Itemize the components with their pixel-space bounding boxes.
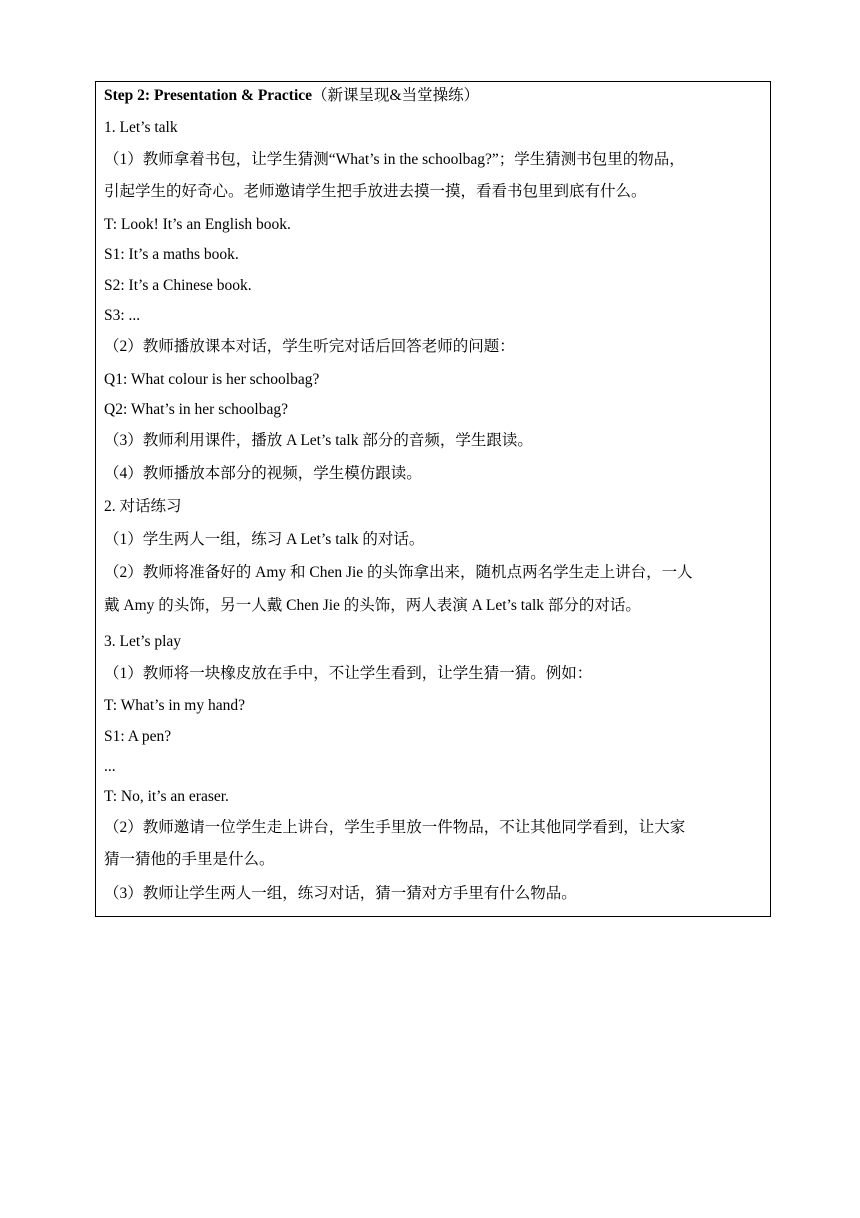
section-title-lets-play: 3. Let’s play — [104, 633, 182, 650]
text-line: （2）教师播放课本对话，学生听完对话后回答老师的问题： — [104, 338, 515, 355]
step-heading-bold: Step 2: Presentation & Practice — [104, 87, 313, 104]
section-title-dialogue-practice: 2. 对话练习 — [104, 498, 182, 515]
dialogue-line: T: What’s in my hand? — [104, 697, 245, 714]
dialogue-line: S3: ... — [104, 307, 141, 324]
text-line: （2）教师邀请一位学生走上讲台，学生手里放一件物品，不让其他同学看到，让大家 — [104, 819, 686, 836]
text-line: （1）教师将一块橡皮放在手中，不让学生看到，让学生猜一猜。例如： — [104, 665, 593, 682]
dialogue-line: ... — [104, 758, 116, 775]
question-line: Q1: What colour is her schoolbag? — [104, 371, 320, 388]
text-line: （2）教师将准备好的 Amy 和 Chen Jie 的头饰拿出来，随机点两名学生走上讲台，一人 — [104, 564, 693, 581]
step-heading — [104, 86, 479, 106]
step-heading-subtitle: （新课呈现&当堂操练） — [312, 87, 480, 104]
dialogue-line: S1: A pen? — [104, 728, 172, 745]
dialogue-line: S1: It’s a maths book. — [104, 246, 239, 263]
text-line: 猜一猜他的手里是什么。 — [104, 851, 275, 868]
text-line: （1）教师拿着书包，让学生猜测“What’s in the schoolbag?”；学生猜测书包里的物品， — [104, 151, 685, 168]
section-title-lets-talk: 1. Let’s talk — [104, 119, 178, 136]
dialogue-line: T: Look! It’s an English book. — [104, 216, 291, 233]
dialogue-line: T: No, it’s an eraser. — [104, 788, 229, 805]
text-line: 引起学生的好奇心。老师邀请学生把手放进去摸一摸，看看书包里到底有什么。 — [104, 183, 647, 200]
text-line: （4）教师播放本部分的视频，学生模仿跟读。 — [104, 465, 422, 482]
question-line: Q2: What’s in her schoolbag? — [104, 401, 288, 418]
text-line: （1）学生两人一组，练习 A Let’s talk 的对话。 — [104, 531, 425, 548]
text-line: 戴 Amy 的头饰，另一人戴 Chen Jie 的头饰，两人表演 A Let’s talk 部分的对话。 — [104, 597, 641, 614]
text-line: （3）教师利用课件，播放 A Let’s talk 部分的音频，学生跟读。 — [104, 432, 533, 449]
dialogue-line: S2: It’s a Chinese book. — [104, 277, 252, 294]
text-line: （3）教师让学生两人一组，练习对话，猜一猜对方手里有什么物品。 — [104, 885, 577, 902]
lesson-step-table-cell — [95, 81, 771, 917]
